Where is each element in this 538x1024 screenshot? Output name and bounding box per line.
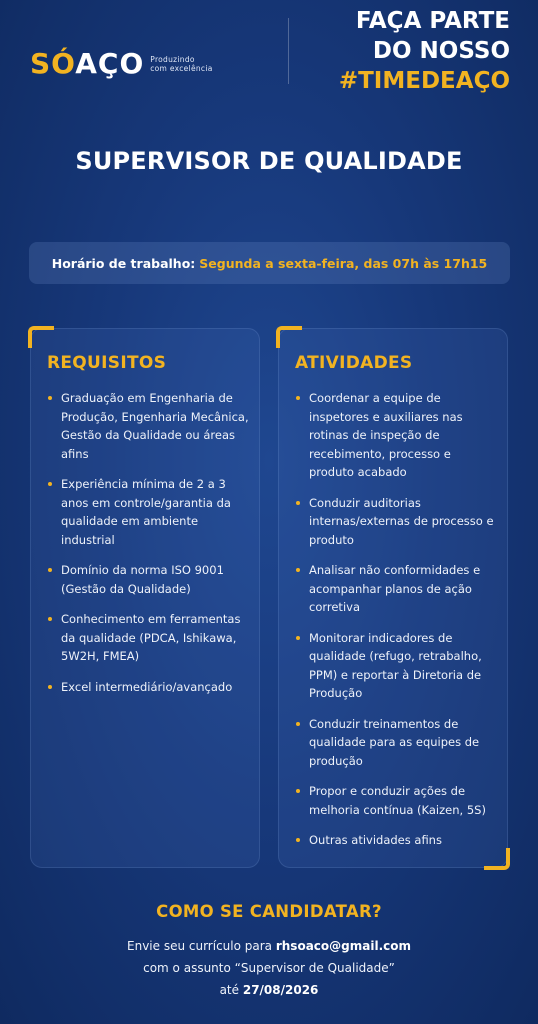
atividades-list: [295, 389, 497, 862]
corner-accent-top-left: [28, 326, 54, 348]
cta-line-1: FAÇA PARTE: [355, 8, 510, 34]
list-item: Analisar não conformidades e acompanhar planos de ação corretiva: [295, 561, 497, 617]
apply-email[interactable]: rhsoaco@gmail.com: [275, 939, 411, 953]
list-item: Experiência mínima de 2 a 3 anos em controle/garantia da qualidade em ambiente industrial: [47, 475, 249, 549]
list-item: Graduação em Engenharia de Produção, Engenharia Mecânica, Gestão da Qualidade ou áreas afins: [47, 389, 249, 463]
cta-line-2: DO NOSSO: [372, 38, 510, 64]
schedule-value: Segunda a sexta-feira, das 07h às 17h15: [199, 255, 488, 271]
apply-line-3: [0, 979, 538, 1001]
list-item: Conduzir auditorias internas/externas de processo e produto: [295, 494, 497, 550]
schedule-label: Horário de trabalho:: [51, 255, 196, 271]
logo-tagline-2: com excelência: [150, 64, 213, 73]
corner-accent-top-left: [276, 326, 302, 348]
schedule-bar: [29, 242, 510, 284]
list-item: Excel intermediário/avançado: [47, 678, 249, 697]
list-item: Coordenar a equipe de inspetores e auxiliares nas rotinas de inspeção de recebimento, processo e produto acabado: [295, 389, 497, 482]
apply-line-1: [0, 935, 538, 957]
list-item: Outras atividades afins: [295, 831, 497, 850]
company-logo: [30, 47, 213, 80]
requisitos-card: [30, 328, 260, 868]
apply-instructions: [0, 935, 538, 1001]
requisitos-list: [47, 389, 249, 708]
logo-tagline: [150, 55, 212, 73]
job-title: SUPERVISOR DE QUALIDADE: [75, 147, 463, 175]
list-item: Propor e conduzir ações de melhoria contínua (Kaizen, 5S): [295, 782, 497, 819]
atividades-title: ATIVIDADES: [295, 353, 413, 373]
list-item: Conduzir treinamentos de qualidade para as equipes de produção: [295, 715, 497, 771]
requisitos-title: REQUISITOS: [47, 353, 167, 373]
apply-deadline: 27/08/2026: [242, 983, 319, 997]
apply-line-1-prefix: Envie seu currículo para: [127, 939, 276, 953]
list-item: Conhecimento em ferramentas da qualidade (PDCA, Ishikawa, 5W2H, FMEA): [47, 610, 249, 666]
header-cta: [339, 6, 510, 96]
logo-so: SÓ: [30, 47, 76, 80]
list-item: Monitorar indicadores de qualidade (refugo, retrabalho, PPM) e reportar à Diretoria de Produção: [295, 629, 497, 703]
logo-wordmark: [30, 47, 145, 80]
atividades-card: [278, 328, 508, 868]
apply-line-3-prefix: até: [219, 983, 243, 997]
logo-aco: AÇO: [75, 47, 145, 80]
apply-title: COMO SE CANDIDATAR?: [156, 902, 382, 921]
logo-tagline-1: Produzindo: [150, 55, 195, 64]
list-item: Domínio da norma ISO 9001 (Gestão da Qualidade): [47, 561, 249, 598]
apply-line-2: com o assunto “Supervisor de Qualidade”: [143, 961, 395, 975]
cta-hashtag: #TIMEDEAÇO: [338, 68, 510, 94]
header-divider: [288, 18, 289, 84]
